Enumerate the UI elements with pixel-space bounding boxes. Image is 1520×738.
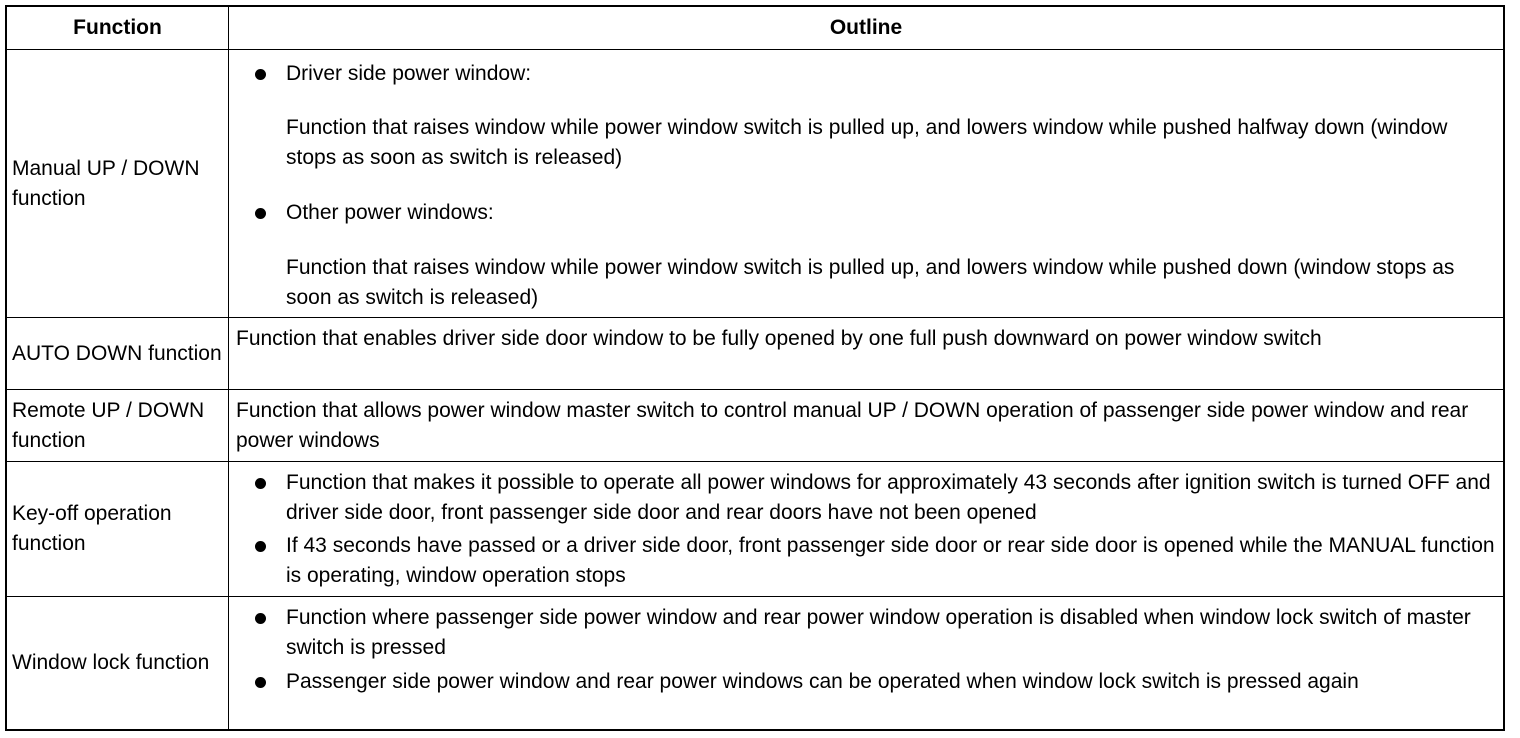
bullet-detail: Function that raises window while power window switch is pulled up, and lowers window while pushed down (window stops as soon as switch is released) xyxy=(286,256,1455,309)
bullet-icon xyxy=(255,541,266,552)
bullet-text: Function that makes it possible to operate all power windows for approximately 43 seconds after ignition switch is turned OFF and driver side door, front passenger side door and rear doors have not been opened xyxy=(286,471,1491,524)
table-row xyxy=(7,318,1503,390)
bullet-icon xyxy=(255,208,266,219)
function-cell: AUTO DOWN function xyxy=(7,318,229,389)
bullet-text: Driver side power window: xyxy=(286,62,532,85)
bullet-text: Other power windows: xyxy=(286,201,494,224)
outline-cell xyxy=(229,318,1503,389)
outline-text: Function that allows power window master switch to control manual UP / DOWN operation of passenger side power window and rear power windows xyxy=(236,399,1469,452)
outline-cell xyxy=(229,50,1503,317)
header-outline: Outline xyxy=(829,16,903,39)
outline-cell xyxy=(229,597,1503,729)
outline-text: Function that enables driver side door window to be fully opened by one full push downward on power window switch xyxy=(236,327,1322,350)
bullet-text: Passenger side power window and rear power windows can be operated when window lock switch is pressed again xyxy=(286,670,1359,693)
outline-cell xyxy=(229,390,1503,461)
bullet-icon xyxy=(255,677,266,688)
function-outline-table xyxy=(5,5,1505,731)
function-cell: Key-off operation function xyxy=(7,462,229,596)
bullet-icon xyxy=(255,69,266,80)
table-row xyxy=(7,390,1503,462)
table-row xyxy=(7,50,1503,318)
header-function: Function xyxy=(7,7,229,49)
bullet-icon xyxy=(255,613,266,624)
function-cell: Window lock function xyxy=(7,597,229,729)
bullet-text: If 43 seconds have passed or a driver side door, front passenger side door or rear side door is opened while the MANUAL function is operating, window operation stops xyxy=(286,534,1495,587)
function-cell: Remote UP / DOWN function xyxy=(7,390,229,461)
function-cell: Manual UP / DOWN function xyxy=(7,50,229,317)
table-header-row xyxy=(7,7,1503,50)
table-row xyxy=(7,597,1503,729)
table-row xyxy=(7,462,1503,597)
outline-cell xyxy=(229,462,1503,596)
bullet-detail: Function that raises window while power window switch is pulled up, and lowers window while pushed halfway down (window stops as soon as switch is released) xyxy=(286,116,1448,169)
bullet-icon xyxy=(255,478,266,489)
bullet-text: Function where passenger side power window and rear power window operation is disabled when window lock switch of master switch is pressed xyxy=(286,606,1471,659)
